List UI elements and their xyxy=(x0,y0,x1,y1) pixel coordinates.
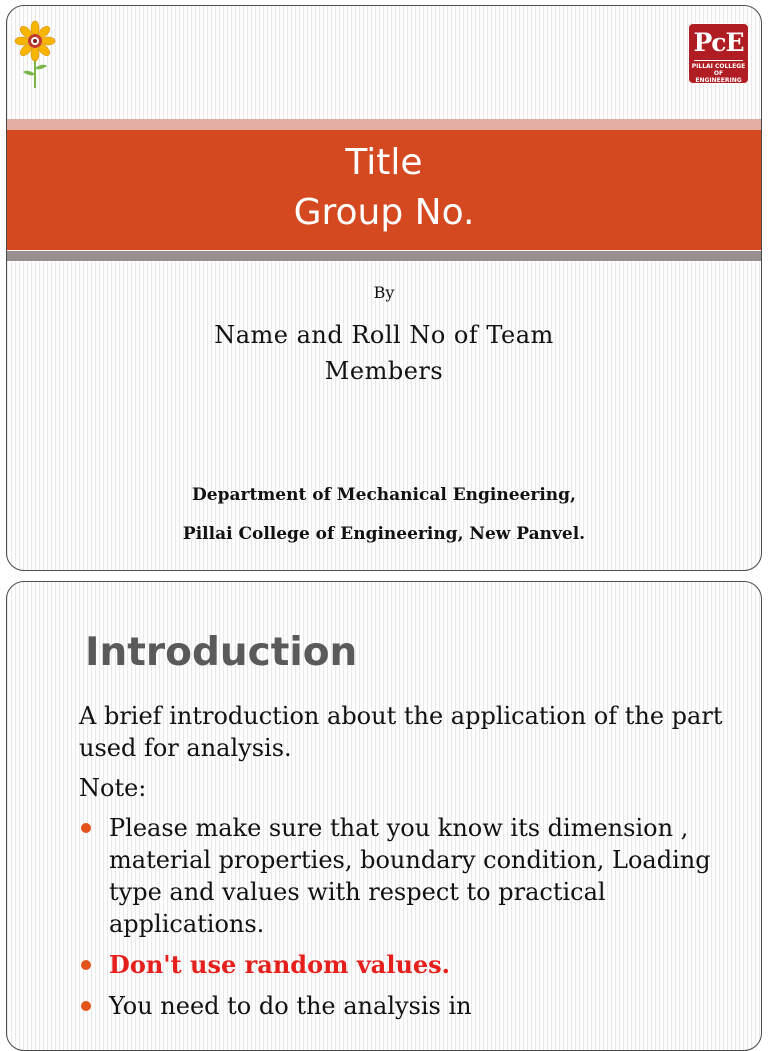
sunflower-icon xyxy=(13,18,57,90)
title-band xyxy=(7,130,761,250)
list-item xyxy=(73,949,743,981)
list-item xyxy=(73,812,743,940)
bullet-icon xyxy=(81,960,91,970)
team-members-line1: Name and Roll No of Team xyxy=(214,321,554,349)
note-label: Note: xyxy=(79,774,147,802)
slide-title: Title xyxy=(345,142,423,183)
warning-text: Don't use random values. xyxy=(109,950,451,979)
department-name: Department of Mechanical Engineering, xyxy=(192,485,576,505)
list-item xyxy=(73,990,743,1022)
logo-letters: PcE xyxy=(693,28,744,57)
slide-heading: Introduction xyxy=(85,630,358,675)
bullet-icon xyxy=(81,1001,91,1011)
bottom-stripe xyxy=(7,251,761,261)
bullet-text: You need to do the analysis in xyxy=(109,992,472,1020)
team-members-line2: Members xyxy=(324,357,444,385)
college-logo xyxy=(688,23,749,84)
logo-subtitle: PILLAI COLLEGE OF ENGINEERING xyxy=(691,63,746,84)
team-members xyxy=(7,317,761,389)
introduction-slide xyxy=(6,581,762,1051)
intro-paragraph: A brief introduction about the application of the part used for analysis. xyxy=(79,702,723,762)
by-label: By xyxy=(373,283,395,302)
college-name: Pillai College of Engineering, New Panvel. xyxy=(182,524,586,544)
bullet-icon xyxy=(81,823,91,833)
top-stripe xyxy=(7,119,761,130)
logo-divider xyxy=(694,60,743,61)
group-number: Group No. xyxy=(293,192,475,233)
bullet-text: Please make sure that you know its dimension , material properties, boundary condition, Loading type and values with respect to practical applications. xyxy=(109,814,711,938)
bullet-list xyxy=(73,812,743,1031)
title-slide xyxy=(6,5,762,571)
